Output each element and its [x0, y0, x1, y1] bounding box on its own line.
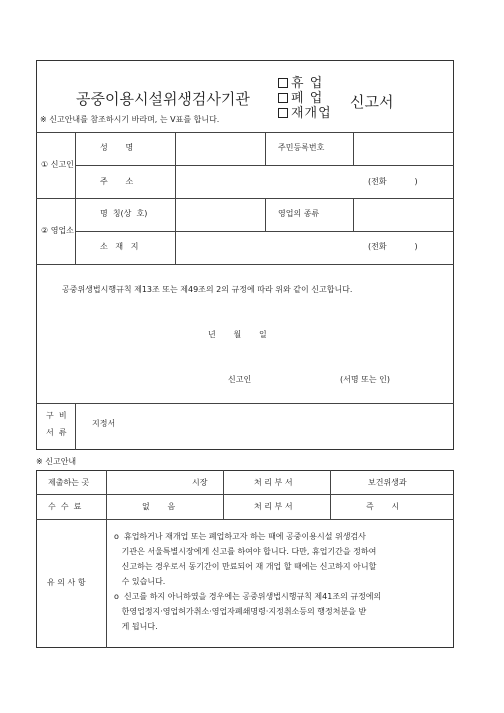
guide-heading: ※ 신고안내	[36, 457, 77, 466]
processing-time-label: 처 리 부 서	[254, 502, 293, 511]
option-suspend[interactable]: 휴 업	[278, 77, 323, 91]
processing-time-value: 즉 시	[366, 502, 400, 511]
notes-label: 유 의 사 항	[47, 578, 86, 587]
submit-to-label: 제출하는 곳	[48, 478, 90, 487]
checkbox-suspend[interactable]	[278, 78, 288, 88]
reporter-address-label: 주 소	[100, 177, 134, 186]
note-line: 기관은 서울특별시장에게 신고를 하여야 합니다. 다만, 휴업기간을 정하여	[114, 547, 377, 556]
reporter-name-label: 성 명	[100, 143, 134, 152]
business-type-label: 영업의 종류	[278, 209, 320, 218]
declaration-statement: 공중위생법시행규칙 제13조 또는 제49조의 2의 규정에 따라 위와 같이 신고합니다.	[62, 285, 353, 294]
reporter-section-label: ① 신고인	[41, 160, 74, 169]
reporter-id-field[interactable]	[354, 133, 453, 164]
business-type-field[interactable]	[354, 199, 453, 230]
reporter-phone-label: (전화 )	[368, 177, 418, 186]
business-name-label: 명 칭(상 호)	[100, 209, 148, 218]
note-line: 수 있습니다.	[114, 577, 166, 586]
attachments-value: 지정서	[92, 419, 116, 428]
form-title: 공중이용시설위생검사기관	[76, 90, 250, 108]
note-line: o 신고를 하지 아니하였을 경우에는 공중위생법시행규칙 제41조의 규정에의	[114, 592, 382, 601]
checkbox-reopen[interactable]	[278, 108, 288, 118]
attachments-label-bottom: 서 류	[46, 428, 67, 437]
business-name-field[interactable]	[176, 199, 264, 230]
note-line: 신고하는 경우로서 동기간이 만료되어 재 개업 할 때에는 신고하지 아니할	[114, 562, 377, 571]
note-line: 한영업정지·영업허가취소·영업자폐쇄명령·지정취소등의 행정처분을 받	[114, 607, 367, 616]
processing-dept-label: 처 리 부 서	[254, 478, 293, 487]
fee-label: 수 수 료	[48, 502, 82, 511]
processing-dept-value: 보건위생과	[368, 478, 407, 487]
form-title-suffix: 신고서	[350, 93, 394, 111]
option-reopen[interactable]: 재개업	[278, 107, 332, 121]
business-location-label: 소 재 지	[100, 242, 139, 251]
fee-value: 없 음	[142, 502, 176, 511]
form-instruction: ※ 신고안내를 참조하시기 바라며, 는 V표를 합니다.	[40, 115, 220, 124]
note-line: 게 됩니다.	[114, 622, 158, 631]
attachments-label-top: 구 비	[46, 411, 67, 420]
business-phone-label: (전화 )	[368, 242, 418, 251]
reporter-id-label: 주민등록번호	[278, 143, 325, 152]
submit-to-value: 시장	[192, 478, 208, 487]
declaration-date[interactable]: 년 월 일	[208, 330, 267, 339]
option-closure[interactable]: 폐 업	[278, 92, 323, 106]
business-section-label: ② 영업소	[41, 226, 74, 235]
reporter-name-field[interactable]	[176, 133, 264, 164]
notes-list	[114, 532, 450, 637]
checkbox-closure[interactable]	[278, 93, 288, 103]
sign-hint[interactable]: (서명 또는 인)	[340, 375, 390, 384]
note-line: o 휴업하거나 재개업 또는 폐업하고자 하는 때에 공중이용시설 위생검사	[114, 532, 366, 541]
signer-label: 신고인	[228, 375, 252, 384]
